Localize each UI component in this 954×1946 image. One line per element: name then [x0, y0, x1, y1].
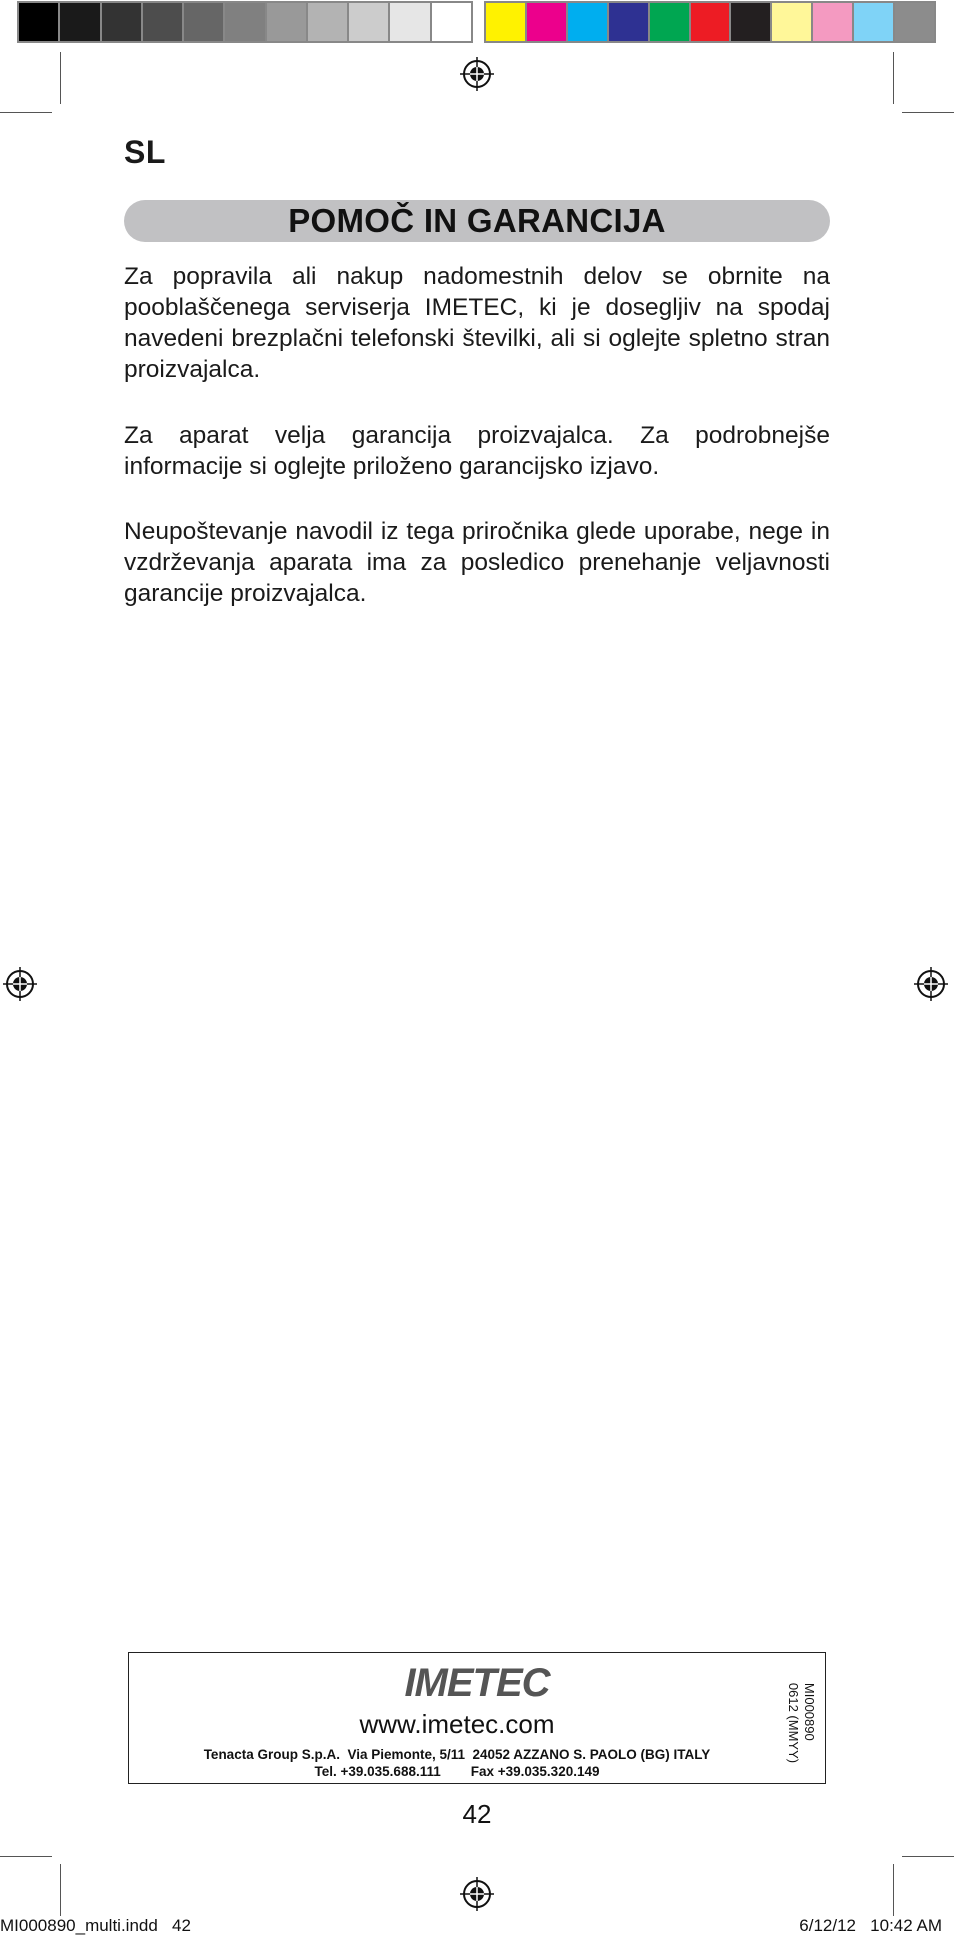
- manufacturer-info-box: [128, 1652, 826, 1784]
- color-swatch: [854, 3, 895, 41]
- section-title: POMOČ IN GARANCIJA: [288, 202, 666, 239]
- crop-mark: [0, 112, 52, 113]
- crop-mark: [0, 1856, 52, 1857]
- crop-mark: [902, 112, 954, 113]
- paragraph-warranty: Za aparat velja garancija proizvajalca. Za podrobnejše informacije si oglejte priloženo garancijsko izjavo.: [124, 422, 830, 480]
- color-swatch: [609, 3, 650, 41]
- color-swatch: [19, 3, 60, 41]
- language-code: SL: [124, 134, 166, 170]
- color-swatch: [267, 3, 308, 41]
- color-swatch: [895, 3, 934, 41]
- crop-mark: [893, 1864, 894, 1916]
- company-contact: Tel. +39.035.688.111 Fax +39.035.320.149: [314, 1764, 600, 1779]
- section-title-bar: [124, 200, 830, 242]
- color-swatch: [225, 3, 266, 41]
- slug-timestamp: 6/12/12 10:42 AM: [799, 1916, 942, 1935]
- color-swatch: [691, 3, 732, 41]
- grayscale-color-bar: [17, 1, 473, 43]
- color-swatch: [308, 3, 349, 41]
- color-swatch: [527, 3, 568, 41]
- document-code: [781, 1683, 821, 1763]
- paragraph-warranty-void: Neupoštevanje navodil iz tega priročnika glede uporabe, nege in vzdrževanja aparata ima za posledico prenehanje veljavnosti garancije proizvajalca.: [124, 518, 830, 607]
- color-swatch: [432, 3, 471, 41]
- color-swatch: [143, 3, 184, 41]
- crop-mark: [60, 1864, 61, 1916]
- color-swatch: [731, 3, 772, 41]
- date-code-text: 0612 (MMYY): [786, 1682, 801, 1764]
- color-swatch: [184, 3, 225, 41]
- color-swatch: [650, 3, 691, 41]
- process-color-bar: [484, 1, 936, 43]
- color-swatch: [568, 3, 609, 41]
- color-swatch: [486, 3, 527, 41]
- color-swatch: [60, 3, 101, 41]
- color-swatch: [349, 3, 390, 41]
- color-swatch: [390, 3, 431, 41]
- page-number: 42: [462, 1799, 492, 1829]
- color-swatch: [813, 3, 854, 41]
- slug-filename: MI000890_multi.indd 42: [0, 1916, 191, 1935]
- imetec-logo: IMETEC: [404, 1661, 550, 1705]
- color-swatch: [102, 3, 143, 41]
- registration-mark-icon: [459, 1876, 495, 1912]
- crop-mark: [902, 1856, 954, 1857]
- website-link[interactable]: www.imetec.com: [359, 1709, 555, 1739]
- color-swatch: [772, 3, 813, 41]
- company-address: Tenacta Group S.p.A. Via Piemonte, 5/11 24052 AZZANO S. PAOLO (BG) ITALY: [203, 1747, 711, 1762]
- paragraph-service: Za popravila ali nakup nadomestnih delov se obrnite na pooblaščenega serviserja IMETEC, ki je dosegljiv na spodaj navedeni brezplačni telefonski številki, ali si oglejte spletno stran proizvajalca.: [124, 263, 830, 383]
- crop-mark: [60, 52, 61, 104]
- doc-code-text: MI000890: [802, 1682, 817, 1741]
- registration-mark-icon: [2, 966, 38, 1002]
- crop-mark: [893, 52, 894, 104]
- registration-mark-icon: [913, 966, 949, 1002]
- registration-mark-icon: [459, 56, 495, 92]
